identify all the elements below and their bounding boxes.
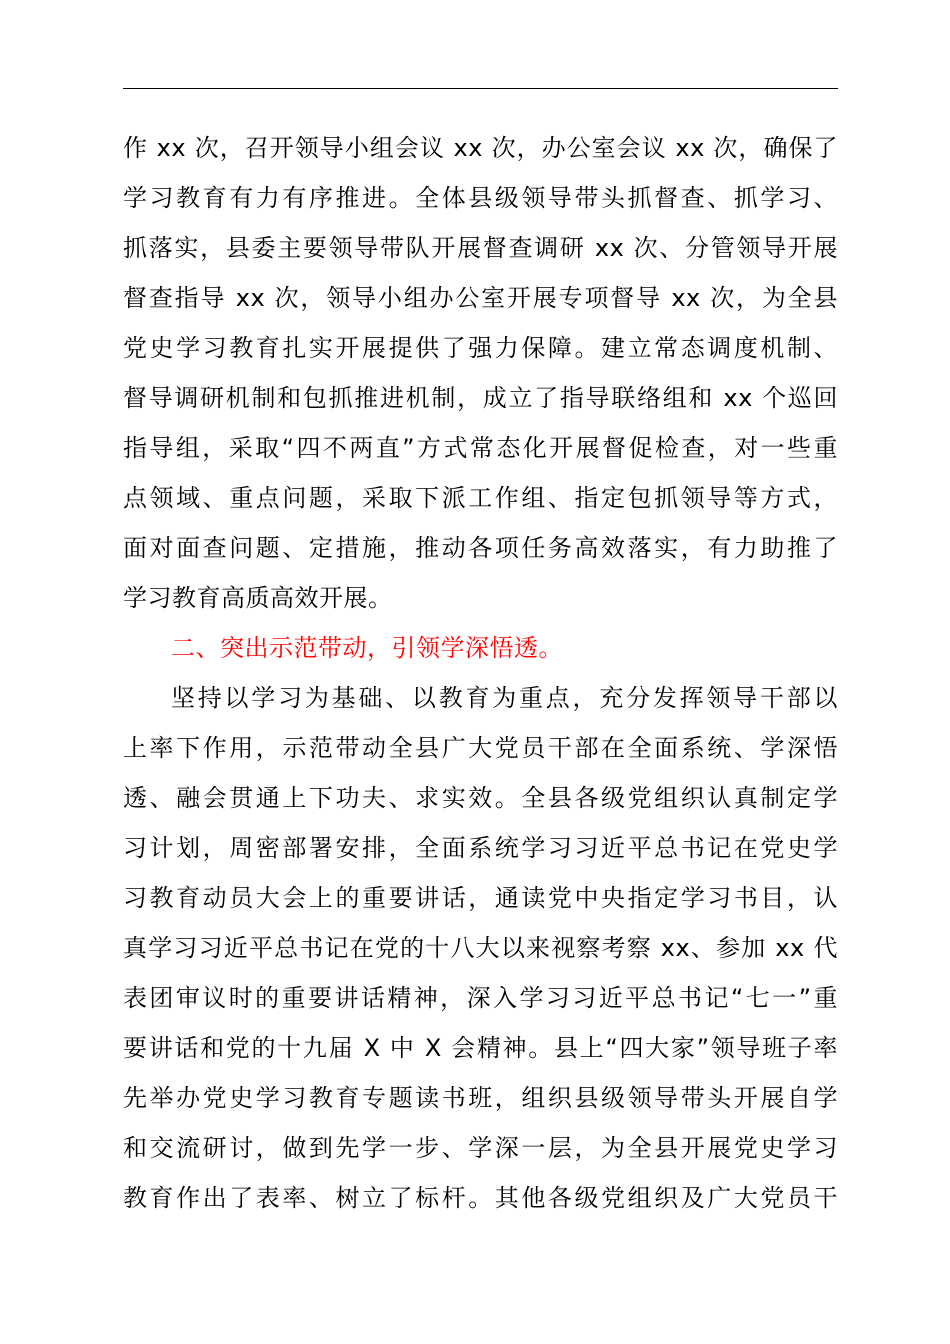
text-line: 作 xx 次，召开领导小组会议 xx 次，办公室会议 xx 次，确保了 [123,134,838,162]
text-line: 抓落实，县委主要领导带队开展督查调研 xx 次、分管领导开展 [123,234,838,262]
text-line: 先举办党史学习教育专题读书班，组织县级领导带头开展自学 [123,1084,838,1112]
section-heading: 二、突出示范带动，引领学深悟透。 [171,634,563,662]
text-line: 指导组，采取“四不两直”方式常态化开展督促检查，对一些重 [123,434,838,462]
text-line: 透、融会贯通上下功夫、求实效。全县各级党组织认真制定学 [123,784,838,812]
header-rule [123,88,838,89]
text-line: 习计划，周密部署安排，全面系统学习习近平总书记在党史学 [123,834,838,862]
text-line: 党史学习教育扎实开展提供了强力保障。建立常态调度机制、 [123,334,838,362]
text-line: 点领域、重点问题，采取下派工作组、指定包抓领导等方式， [123,484,838,512]
text-line: 坚持以学习为基础、以教育为重点，充分发挥领导干部以 [171,684,838,712]
text-line: 真学习习近平总书记在党的十八大以来视察考察 xx、参加 xx 代 [123,934,838,962]
text-line: 督查指导 xx 次，领导小组办公室开展专项督导 xx 次，为全县 [123,284,838,312]
text-line: 和交流研讨，做到先学一步、学深一层，为全县开展党史学习 [123,1134,838,1162]
text-line: 学习教育有力有序推进。全体县级领导带头抓督查、抓学习、 [123,184,838,212]
document-body [123,126,838,1226]
text-line: 要讲话和党的十九届 X 中 X 会精神。县上“四大家”领导班子率 [123,1034,838,1062]
text-line: 教育作出了表率、树立了标杆。其他各级党组织及广大党员干 [123,1184,838,1212]
paragraph-2 [123,676,838,1226]
text-line: 习教育动员大会上的重要讲话，通读党中央指定学习书目，认 [123,884,838,912]
text-line: 督导调研机制和包抓推进机制，成立了指导联络组和 xx 个巡回 [123,384,838,412]
text-line: 面对面查问题、定措施，推动各项任务高效落实，有力助推了 [123,534,838,562]
paragraph-1 [123,126,838,626]
text-line: 学习教育高质高效开展。 [123,584,393,612]
text-line: 表团审议时的重要讲话精神，深入学习习近平总书记“七一”重 [123,984,838,1012]
text-line: 上率下作用，示范带动全县广大党员干部在全面系统、学深悟 [123,734,838,762]
